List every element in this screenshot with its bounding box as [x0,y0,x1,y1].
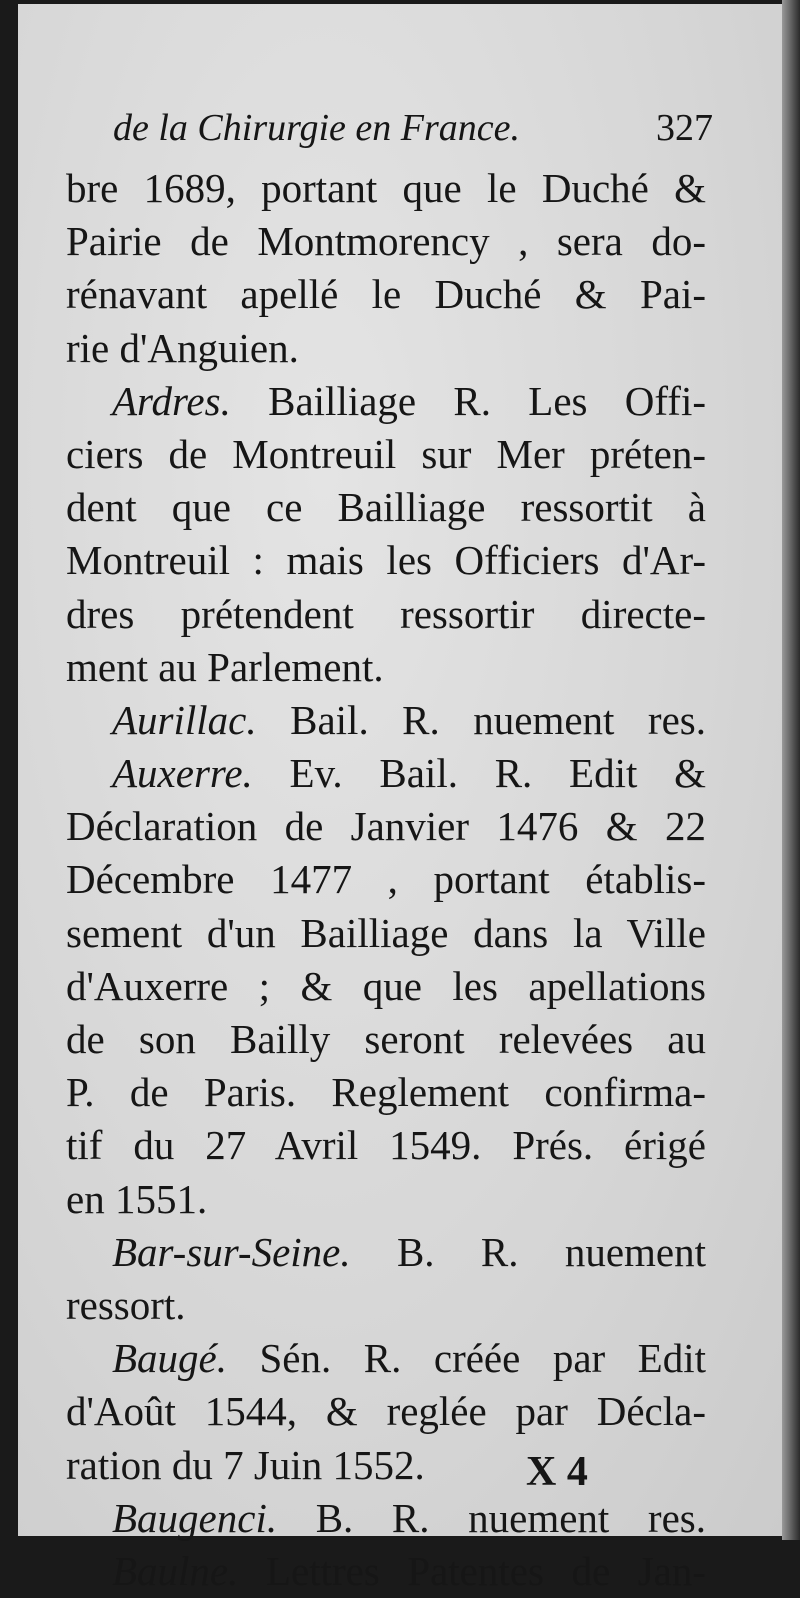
line-text: ration du 7 Juin 1552. [66,1441,425,1488]
line-text: B. R. nuement [350,1228,706,1275]
text-line [66,641,706,694]
text-line [66,694,706,747]
text-line [66,1013,706,1066]
text-line [66,481,706,534]
text-line [66,853,706,906]
line-text: B. R. nuement res. [277,1494,706,1541]
line-text: Déclaration de Janvier 1476 & 22 [66,803,706,850]
text-line [66,1066,706,1119]
text-line [66,1226,706,1279]
line-text: Pairie de Montmorency , sera do- [66,218,706,265]
line-text: bre 1689, portant que le Duché & [66,165,706,211]
line-text: de son Bailly seront relevées au [66,1016,706,1062]
line-text: Ev. Bail. R. Edit & [252,750,706,797]
page-edge-shadow [782,0,800,1540]
line-text: Montreuil : mais les Officiers d'Ar- [66,537,706,584]
line-text: dent que ce Bailliage ressortit à [66,484,706,531]
text-line [66,162,706,215]
text-line [66,800,706,853]
entry-heading: Baulne. [112,1547,239,1594]
book-page [18,4,782,1594]
line-text: Lettres Patentes de Jan- [238,1547,706,1594]
text-line [66,1173,706,1226]
text-line [66,1332,706,1385]
text-line [66,534,706,587]
text-line [66,960,706,1013]
entry-heading: Aurillac. [112,696,257,743]
line-text: d'Août 1544, & reglée par Décla- [66,1388,706,1435]
text-line [66,322,706,375]
text-line [66,375,706,428]
line-text: Sén. R. créée par Edit [227,1335,706,1382]
line-text: en 1551. [66,1175,208,1222]
text-line [66,1119,706,1172]
line-text: ressort. [66,1281,186,1328]
line-text: d'Auxerre ; & que les apellations [66,962,706,1009]
entry-heading: Auxerre. [112,750,253,797]
text-line [66,1492,706,1545]
signature-mark: X 4 [526,1449,588,1495]
text-line [66,907,706,960]
line-text: rie d'Anguien. [66,324,299,371]
line-text: rénavant apellé le Duché & Pai- [66,271,706,318]
body-text [66,162,706,1598]
text-line [66,215,706,268]
entry-heading: Bar-sur-Seine. [112,1228,351,1275]
text-line [66,747,706,800]
text-line [66,1385,706,1438]
text-line [66,588,706,641]
line-text: tif du 27 Avril 1549. Prés. érigé [66,1122,706,1169]
running-head [113,106,713,156]
line-text: P. de Paris. Reglement confirma- [66,1069,706,1116]
line-text: Décembre 1477 , portant établis- [66,856,706,903]
entry-heading: Baugenci. [112,1494,278,1541]
entry-heading: Baugé. [112,1335,227,1382]
text-line [66,1439,706,1492]
text-line [66,1279,706,1332]
line-text: ment au Parlement. [66,643,384,690]
line-text: dres prétendent ressortir directe- [66,590,706,637]
page-number: 327 [656,107,713,149]
line-text: Bail. R. nuement res. [256,696,706,743]
line-text: sement d'un Bailliage dans la Ville [66,909,706,956]
line-text: ciers de Montreuil sur Mer préten- [66,430,706,477]
text-line [66,268,706,321]
entry-heading: Ardres. [112,377,231,424]
text-line [66,1545,706,1598]
running-head-title: de la Chirurgie en France. [113,107,521,149]
text-line [66,428,706,481]
line-text: Bailliage R. Les Offi- [230,377,706,424]
